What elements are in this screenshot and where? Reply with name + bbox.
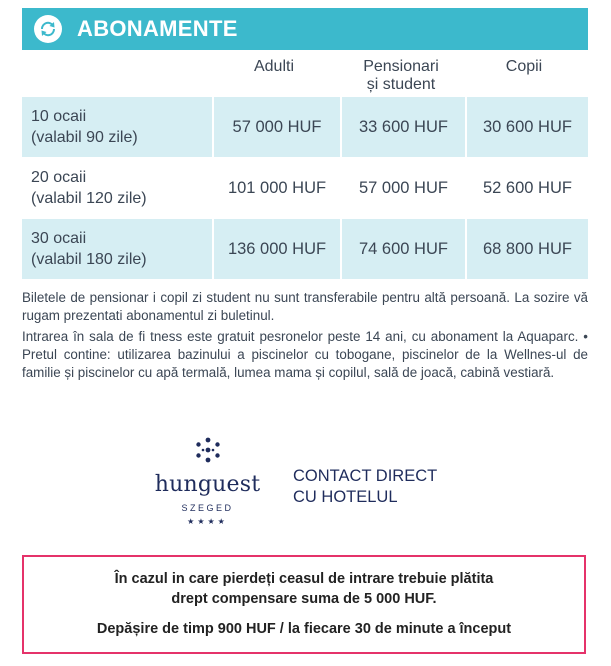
price-pensioner: 74 600 HUF	[340, 219, 465, 279]
price-adult: 101 000 HUF	[212, 158, 340, 218]
price-child: 68 800 HUF	[465, 219, 588, 279]
table-row	[22, 158, 588, 218]
table-row	[22, 97, 588, 157]
warning-overtime: Depășire de timp 900 HUF / la fiecare 30 de minute a început	[96, 621, 512, 637]
column-header-adults: Adulti	[253, 58, 295, 75]
price-pensioner: 57 000 HUF	[340, 158, 465, 218]
section-header	[22, 8, 588, 50]
note-fitness: Intrarea în sala de fi tness este gratuit pesronelor peste 14 ani, cu abonament la Aquaparc. • Pretul contine: utilizarea bazinului a piscinelor cu tobogane, piscinelor de la Wellnes-ul de familie și piscinelor cu apă termală, lumea mama și copilul, sală de joacă, cabină vestiară.	[22, 329, 588, 380]
section-title: ABONAMENTE	[77, 16, 238, 41]
brand-city: SZEGED	[181, 503, 234, 513]
warning-line: În cazul in care pierdeți ceasul de intrare trebuie plătita drept compensare suma de 5 000 HUF.	[114, 571, 494, 607]
table-row	[22, 219, 588, 279]
notes-text	[22, 289, 588, 385]
column-header-pensioners: Pensionari și student	[363, 58, 439, 93]
price-child: 30 600 HUF	[465, 97, 588, 157]
hunguest-logo	[145, 436, 270, 526]
contact-hotel-text: CONTACT DIRECT CU HOTELUL	[293, 467, 438, 506]
column-header-children: Copii	[505, 58, 543, 75]
row-label: 30 ocaii (valabil 180 zile)	[31, 230, 147, 268]
note-transfer: Biletele de pensionar i copil zi student nu sunt transferabile pentru altă persoană. La sozire vă rugam prezentati abonamentul zi buletinul.	[22, 290, 588, 323]
row-label: 20 ocaii (valabil 120 zile)	[31, 169, 147, 207]
brand-name: hunguest	[154, 472, 261, 497]
warning-box	[22, 555, 586, 654]
price-adult: 57 000 HUF	[212, 97, 340, 157]
price-child: 52 600 HUF	[465, 158, 588, 218]
row-label: 10 ocaii (valabil 90 zile)	[31, 108, 138, 146]
brand-stars: ★★★★	[187, 517, 228, 526]
refresh-cycle-icon	[34, 15, 62, 43]
price-pensioner: 33 600 HUF	[340, 97, 465, 157]
price-adult: 136 000 HUF	[212, 219, 340, 279]
hunguest-logo-icon	[194, 436, 222, 464]
